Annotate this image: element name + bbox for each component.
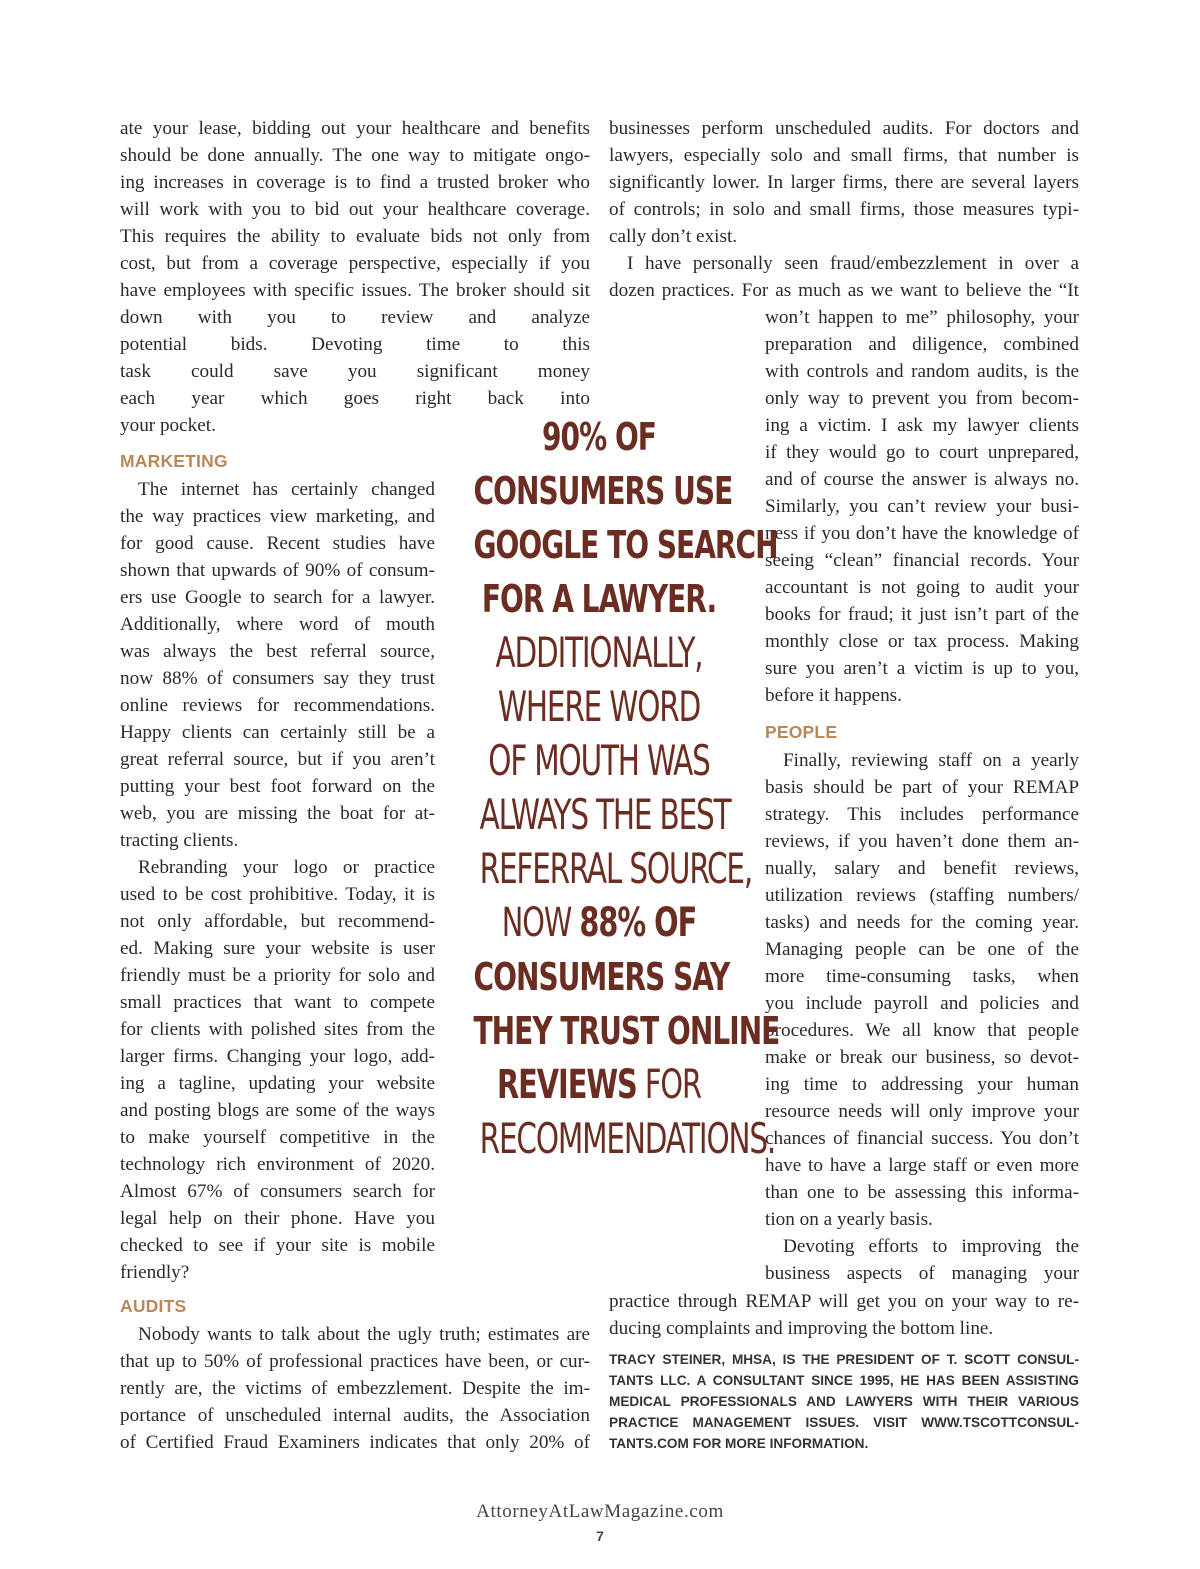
- text-line: only way to prevent you from becom-: [765, 388, 1079, 409]
- people-heading: PEOPLE: [765, 722, 838, 742]
- text-line: sure you aren’t a victim is up to you,: [765, 658, 1079, 679]
- text-line: your pocket.: [120, 415, 216, 436]
- text-line: lawyers, especially solo and small firms, that number is: [609, 145, 1079, 166]
- text-line: books for fraud; it just isn’t part of the: [765, 604, 1079, 625]
- text-line: task could save you significant money: [120, 361, 590, 382]
- people-paragraph-1: [765, 747, 1079, 1233]
- pull-quote-line: REFERRAL SOURCE,: [479, 844, 753, 893]
- text-line: ing a tagline, updating your website: [120, 1073, 435, 1094]
- text-line: now 88% of consumers say they trust: [120, 668, 435, 689]
- bio-line: TANTS LLC. A CONSULTANT SINCE 1995, HE HAS BEEN ASSISTING: [609, 1373, 1079, 1388]
- text-line: practice through REMAP will get you on your way to re-: [609, 1291, 1079, 1312]
- text-line: larger firms. Changing your logo, add-: [120, 1046, 435, 1067]
- text-line: won’t happen to me” philosophy, your: [765, 307, 1079, 328]
- text-line: ing a victim. I ask my lawyer clients: [765, 415, 1079, 436]
- text-line: portance of unscheduled internal audits, the Association: [120, 1405, 590, 1426]
- text-line: the way practices view marketing, and: [120, 506, 435, 527]
- text-line: seeing “clean” financial records. Your: [765, 550, 1079, 571]
- text-line: procedures. We all know that people: [765, 1020, 1079, 1041]
- text-line: each year which goes right back into: [120, 388, 590, 409]
- text-line: ate your lease, bidding out your healthcare and benefits: [120, 118, 590, 139]
- text-line: will work with you to bid out your healthcare coverage.: [120, 199, 590, 220]
- pull-quote-fragment: REVIEWS: [497, 1062, 637, 1108]
- pull-quote-line: 90% OF: [542, 415, 656, 459]
- text-line: for good cause. Recent studies have: [120, 533, 435, 554]
- pull-quote-line: WHERE WORD: [497, 682, 701, 731]
- text-line: ness if you don’t have the knowledge of: [765, 523, 1079, 544]
- text-line: more time-consuming tasks, when: [765, 966, 1079, 987]
- audits-continued-paragraph: [609, 115, 1079, 250]
- text-line: of Certified Fraud Examiners indicates that only 20% of: [120, 1432, 590, 1453]
- text-line: before it happens.: [765, 685, 902, 706]
- text-line: have to have a large staff or even more: [765, 1155, 1079, 1176]
- people-closing: [609, 1288, 1079, 1342]
- marketing-paragraph-1: [120, 476, 435, 854]
- text-line: Nobody wants to talk about the ugly truth; estimates are: [138, 1324, 590, 1345]
- text-line: used to be cost prohibitive. Today, it is: [120, 884, 435, 905]
- text-line: potential bids. Devoting time to this: [120, 334, 590, 355]
- pull-quote-line: OF MOUTH WAS: [488, 736, 710, 785]
- right-audits-continued: [609, 115, 1079, 304]
- text-line: technology rich environment of 2020.: [120, 1154, 435, 1175]
- text-line: ing increases in coverage is to find a trusted broker who: [120, 172, 590, 193]
- text-line: have employees with specific issues. The broker should sit: [120, 280, 590, 301]
- pull-quote-line: CONSUMERS USE: [473, 469, 733, 513]
- text-line: great referral source, but if you aren’t: [120, 749, 435, 770]
- text-line: web, you are missing the boat for at-: [120, 803, 435, 824]
- text-line: with controls and random audits, is the: [765, 361, 1079, 382]
- text-line: ducing complaints and improving the bottom line.: [609, 1318, 994, 1339]
- pull-quote-line: RECOMMENDATIONS.: [479, 1114, 776, 1163]
- pull-quote-line: [477, 896, 722, 950]
- pull-quote-line: ALWAYS THE BEST: [479, 790, 731, 839]
- fraud-paragraph-wide: [609, 250, 1079, 304]
- text-line: This requires the ability to evaluate bids not only from: [120, 226, 590, 247]
- text-line: Happy clients can certainly still be a: [120, 722, 435, 743]
- fraud-paragraph-narrow: [765, 304, 1079, 709]
- author-bio: [609, 1349, 1079, 1454]
- text-line: and posting blogs are some of the ways: [120, 1100, 435, 1121]
- text-line: strategy. This includes performance: [765, 804, 1079, 825]
- text-line: business aspects of managing your: [765, 1263, 1079, 1284]
- text-line: if they would go to court unprepared,: [765, 442, 1079, 463]
- bio-line: TRACY STEINER, MHSA, IS THE PRESIDENT OF T. SCOTT CONSUL-: [609, 1352, 1079, 1367]
- text-line: friendly?: [120, 1262, 190, 1283]
- text-line: you include payroll and policies and: [765, 993, 1079, 1014]
- magazine-website: AttorneyAtLawMagazine.com: [476, 1501, 724, 1522]
- bio-line: MEDICAL PROFESSIONALS AND LAWYERS WITH THEIR VARIOUS: [609, 1394, 1079, 1409]
- text-line: ing time to addressing your human: [765, 1074, 1079, 1095]
- text-line: Rebranding your logo or practice: [138, 857, 435, 878]
- text-line: chances of financial success. You don’t: [765, 1128, 1079, 1149]
- text-line: monthly close or tax process. Making: [765, 631, 1079, 652]
- text-line: make or break our business, so devot-: [765, 1047, 1079, 1068]
- text-line: Additionally, where word of mouth: [120, 614, 435, 635]
- text-line: for clients with polished sites from the: [120, 1019, 435, 1040]
- pull-quote-fragment: FOR: [644, 1062, 701, 1108]
- text-line: than one to be assessing this informa-: [765, 1182, 1079, 1203]
- people-paragraph-2-narrow: [765, 1233, 1079, 1287]
- text-line: accountant is not going to audit your: [765, 577, 1079, 598]
- text-line: of controls; in solo and small firms, those measures typi-: [609, 199, 1079, 220]
- pull-quote-line: GOOGLE TO SEARCH: [473, 523, 778, 567]
- text-line: and of course the answer is always no.: [765, 469, 1079, 490]
- text-line: ers use Google to search for a lawyer.: [120, 587, 435, 608]
- page-number: 7: [596, 1528, 604, 1544]
- text-line: putting your best foot forward on the: [120, 776, 435, 797]
- text-line: cally don’t exist.: [609, 226, 738, 247]
- text-line: shown that upwards of 90% of consum-: [120, 560, 435, 581]
- pull-quote-line: THEY TRUST ONLINE: [473, 1009, 780, 1053]
- text-line: businesses perform unscheduled audits. For doctors and: [609, 118, 1079, 139]
- text-line: checked to see if your site is mobile: [120, 1235, 435, 1256]
- text-line: that up to 50% of professional practices have been, or cur-: [120, 1351, 590, 1372]
- text-line: Managing people can be one of the: [765, 939, 1079, 960]
- text-line: Almost 67% of consumers search for: [120, 1181, 435, 1202]
- text-line: preparation and diligence, combined: [765, 334, 1079, 355]
- text-line: The internet has certainly changed: [138, 479, 435, 500]
- text-line: tion on a yearly basis.: [765, 1209, 933, 1230]
- text-line: was always the best referral source,: [120, 641, 435, 662]
- audits-heading: AUDITS: [120, 1296, 187, 1316]
- marketing-heading: MARKETING: [120, 451, 228, 471]
- text-line: significantly lower. In larger firms, there are several layers: [609, 172, 1079, 193]
- people-paragraph-2-wide: [609, 1288, 1079, 1342]
- text-line: should be done annually. The one way to mitigate ongo-: [120, 145, 590, 166]
- bio-line: PRACTICE MANAGEMENT ISSUES. VISIT WWW.TSCOTTCONSUL-: [609, 1415, 1079, 1430]
- left-intro: [120, 115, 590, 439]
- text-line: cost, but from a coverage perspective, especially if you: [120, 253, 590, 274]
- text-line: rently are, the victims of embezzlement. Despite the im-: [120, 1378, 590, 1399]
- text-line: nually, salary and benefit reviews,: [765, 858, 1079, 879]
- text-line: Finally, reviewing staff on a yearly: [783, 750, 1079, 771]
- audits-paragraph-1: [120, 1321, 590, 1456]
- text-line: basis should be part of your REMAP: [765, 777, 1079, 798]
- text-line: online reviews for recommendations.: [120, 695, 435, 716]
- people-section: [765, 719, 1079, 1287]
- text-line: not only affordable, but recommend-: [120, 911, 435, 932]
- text-line: Similarly, you can’t review your busi-: [765, 496, 1079, 517]
- text-line: resource needs will only improve your: [765, 1101, 1079, 1122]
- text-line: friendly must be a priority for solo and: [120, 965, 435, 986]
- text-line: Devoting efforts to improving the: [783, 1236, 1079, 1257]
- text-line: I have personally seen fraud/embezzlement in over a: [627, 253, 1079, 274]
- text-line: to make yourself competitive in the: [120, 1127, 435, 1148]
- pull-quote-fragment: NOW: [501, 900, 572, 946]
- pull-quote-line: FOR A LAWYER.: [481, 577, 717, 621]
- pull-quote-line: ADDITIONALLY,: [495, 628, 703, 677]
- pull-quote-line: [477, 1058, 722, 1112]
- text-line: dozen practices. For as much as we want to believe the “It: [609, 280, 1079, 301]
- pull-quote-line: CONSUMERS SAY: [473, 955, 730, 999]
- text-line: utilization reviews (staffing numbers/: [765, 885, 1079, 906]
- marketing-paragraph-2: [120, 854, 435, 1286]
- audits-section: [120, 1293, 590, 1456]
- page-footer: [0, 1500, 1200, 1548]
- text-line: small practices that want to compete: [120, 992, 435, 1013]
- text-line: ed. Making sure your website is user: [120, 938, 435, 959]
- text-line: legal help on their phone. Have you: [120, 1208, 435, 1229]
- marketing-section: [120, 448, 435, 1286]
- bio-line: TANTS.COM FOR MORE INFORMATION.: [609, 1436, 869, 1451]
- text-line: reviews, if you haven’t done them an-: [765, 831, 1079, 852]
- right-fraud-narrow: [765, 304, 1079, 709]
- text-line: tracting clients.: [120, 830, 239, 851]
- text-line: down with you to review and analyze: [120, 307, 590, 328]
- intro-paragraph: [120, 115, 590, 439]
- pull-quote: [446, 410, 780, 1166]
- text-line: tasks) and needs for the coming year.: [765, 912, 1079, 933]
- pull-quote-fragment: 88% OF: [579, 900, 697, 946]
